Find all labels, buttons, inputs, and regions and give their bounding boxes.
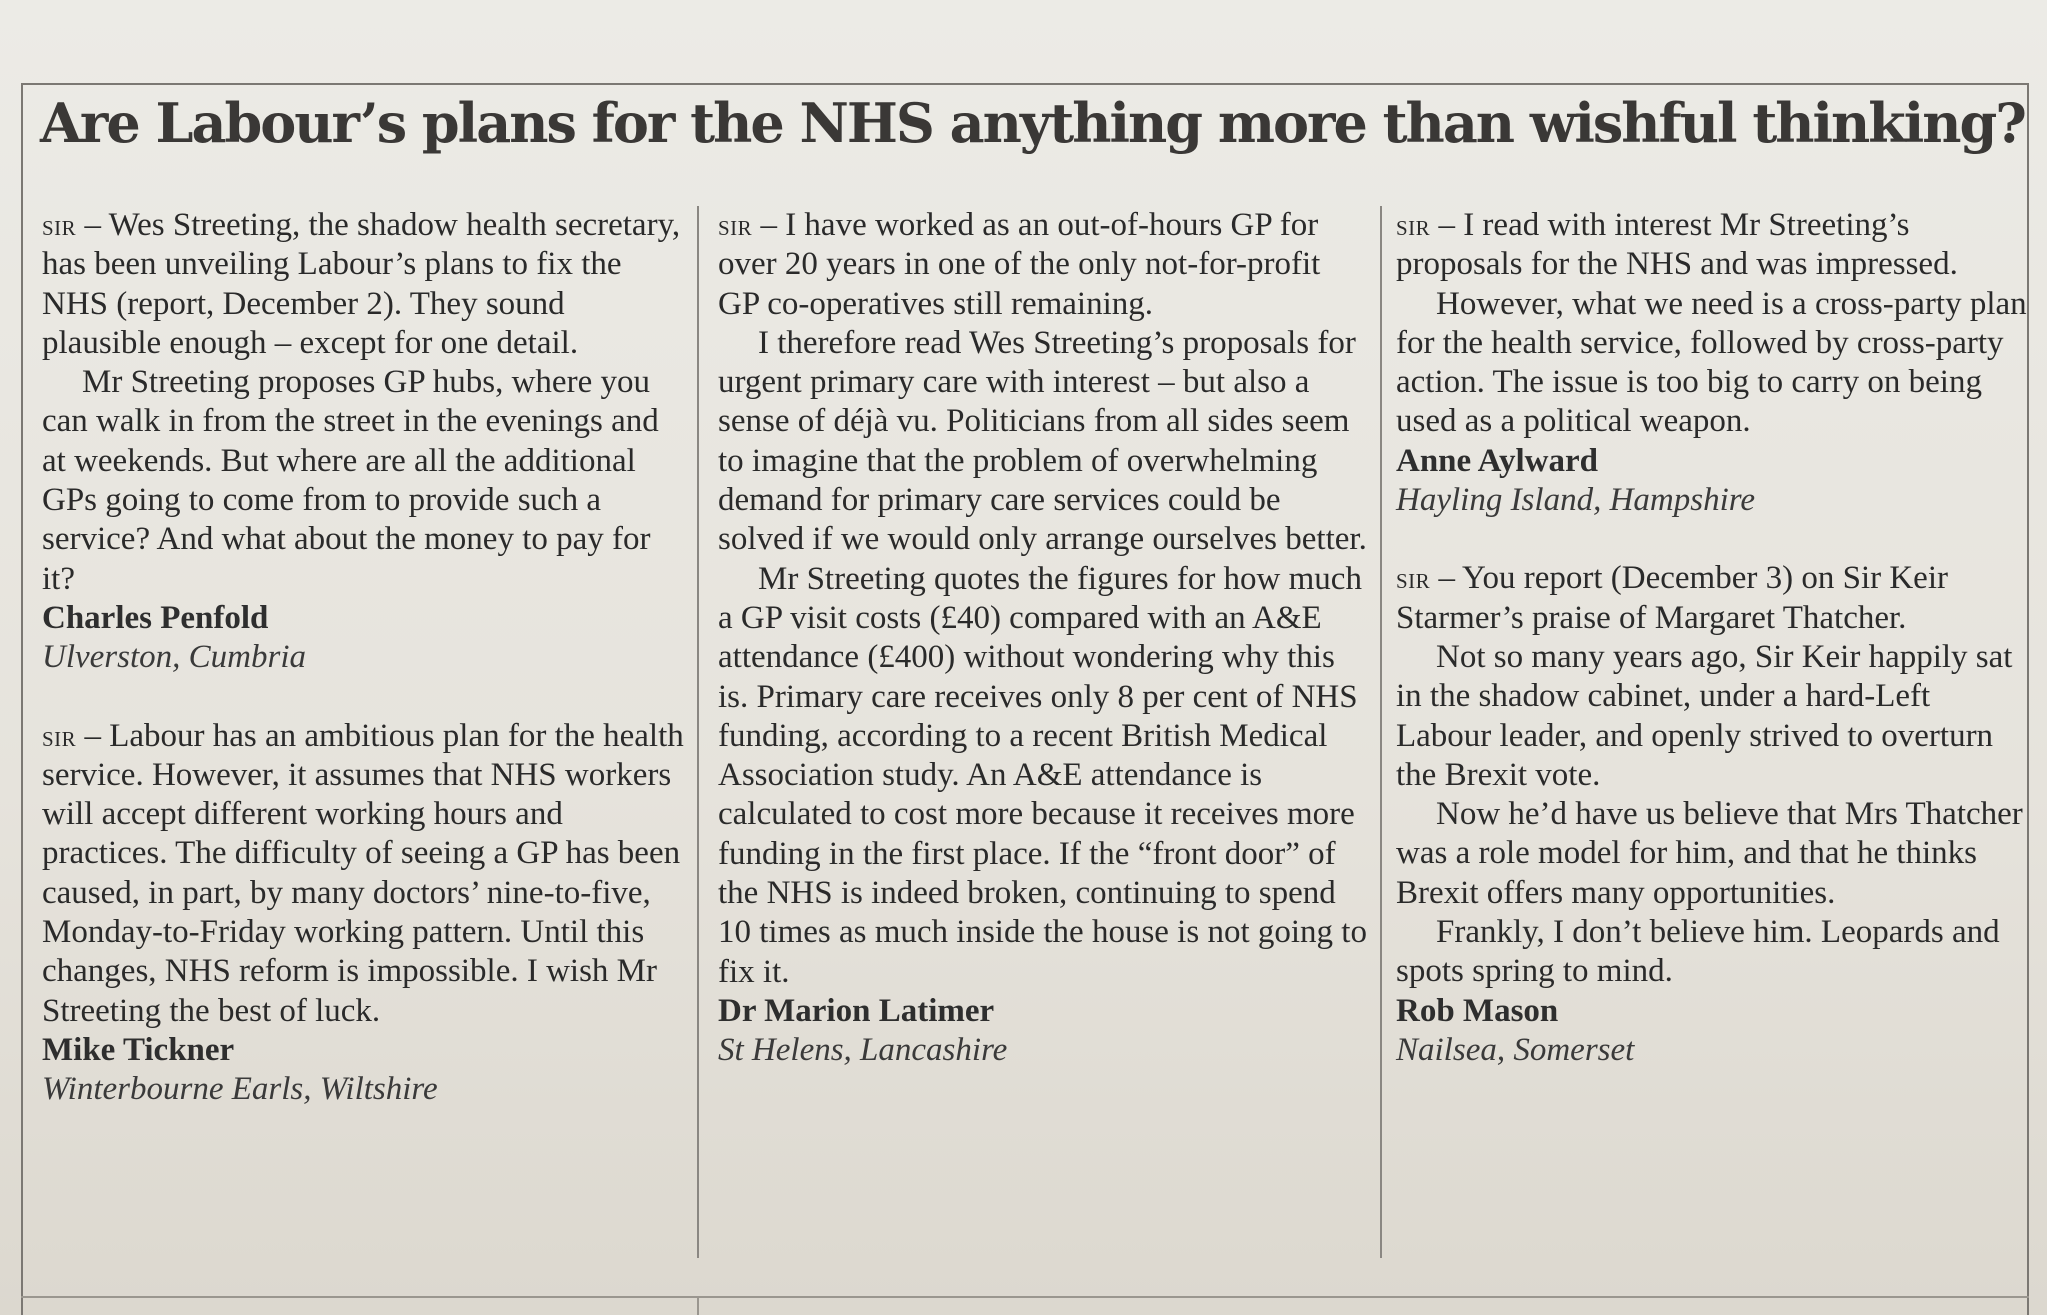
- letter-paragraph: Not so many years ago, Sir Keir happily sat in the shadow cabinet, under a hard-Left Labour leader, and openly strived to overturn the Brexit vote.: [1396, 638, 2013, 793]
- letter-author: Mike Tickner: [42, 1031, 235, 1068]
- letter-penfold: [42, 206, 690, 678]
- letter-location: Nailsea, Somerset: [1396, 1031, 1635, 1068]
- letter-paragraph: I therefore read Wes Streeting’s proposals for urgent primary care with interest – but also a sense of déjà vu. Politicians from all sides seem to imagine that the problem of overwhelming demand for primary care services could be solved if we would only arrange ourselves better.: [718, 324, 1367, 558]
- letter-paragraph: [1396, 206, 2032, 285]
- letter-paragraph: However, what we need is a cross-party plan for the health service, followed by cross-party action. The issue is too big to carry on being used as a political weapon.: [1396, 285, 2027, 440]
- letter-paragraph: [1396, 559, 2032, 638]
- bottom-rule-tick: [697, 1296, 699, 1315]
- letter-latimer: [718, 206, 1368, 1071]
- letter-paragraph: Mr Streeting quotes the figures for how much a GP visit costs (£40) compared with an A&E attendance (£400) without wondering why this is. Primary care receives only 8 per cent of NHS funding, according to a recent British Medical Association study. An A&E attendance is calculated to cost more because it receives more funding in the first place. If the “front door” of the NHS is indeed broken, continuing to spend 10 times as much inside the house is not going to fix it.: [718, 560, 1367, 990]
- letters-column-1: [42, 206, 690, 1110]
- letter-paragraph: Now he’d have us believe that Mrs Thatcher was a role model for him, and that he thinks Brexit offers many opportunities.: [1396, 796, 2023, 911]
- letter-location: Winterbourne Earls, Wiltshire: [42, 1071, 438, 1108]
- salutation: sir: [1396, 209, 1431, 242]
- letter-mason: [1396, 559, 2032, 1070]
- letter-paragraph: Mr Streeting proposes GP hubs, where you can walk in from the street in the evenings and at weekends. But where are all the additional GPs going to come from to provide such a service? And what about the money to pay for it?: [42, 364, 659, 597]
- letters-column-2: [718, 206, 1368, 1071]
- letter-author: Dr Marion Latimer: [718, 992, 995, 1029]
- paragraph-text: – Wes Streeting, the shadow health secretary, has been unveiling Labour’s plans to fix the NHS (report, December 2). They sound plausible enough – except for one detail.: [42, 207, 681, 361]
- letters-column-3: [1396, 206, 2032, 1070]
- headline: Are Labour’s plans for the NHS anything more than wishful thinking?: [40, 91, 2025, 155]
- letter-author: Charles Penfold: [42, 599, 269, 636]
- paragraph-text: – I have worked as an out-of-hours GP for over 20 years in one of the only not-for-profit GP co-operatives still remaining.: [718, 207, 1321, 322]
- letter-paragraph: [42, 206, 690, 363]
- column-rule: [697, 206, 699, 1258]
- letter-location: Hayling Island, Hampshire: [1396, 482, 1756, 519]
- salutation: sir: [42, 209, 77, 242]
- letter-paragraph: Frankly, I don’t believe him. Leopards and spots spring to mind.: [1396, 914, 2000, 990]
- salutation: sir: [1396, 562, 1431, 596]
- letter-author: Anne Aylward: [1396, 442, 1598, 479]
- letter-paragraph: [718, 206, 1368, 324]
- paragraph-text: – I read with interest Mr Streeting’s proposals for the NHS and was impressed.: [1396, 207, 1958, 283]
- paragraph-text: – You report (December 3) on Sir Keir Starmer’s praise of Margaret Thatcher.: [1396, 560, 1948, 636]
- letter-aylward: [1396, 206, 2032, 520]
- column-rule: [1380, 206, 1382, 1258]
- bottom-rule: [21, 1296, 2029, 1298]
- salutation: sir: [718, 209, 753, 242]
- salutation: sir: [42, 719, 77, 753]
- letter-paragraph: [42, 717, 690, 1031]
- letter-tickner: [42, 717, 690, 1110]
- letter-location: Ulverston, Cumbria: [42, 639, 306, 676]
- letter-author: Rob Mason: [1396, 992, 1559, 1029]
- paragraph-text: – Labour has an ambitious plan for the health service. However, it assumes that NHS workers will accept different working hours and practices. The difficulty of seeing a GP has been caused, in part, by many doctors’ nine-to-five, Monday-to-Friday working pattern. Until this changes, NHS reform is impossible. I wish Mr Streeting the best of luck.: [42, 717, 684, 1029]
- letter-location: St Helens, Lancashire: [718, 1032, 1008, 1069]
